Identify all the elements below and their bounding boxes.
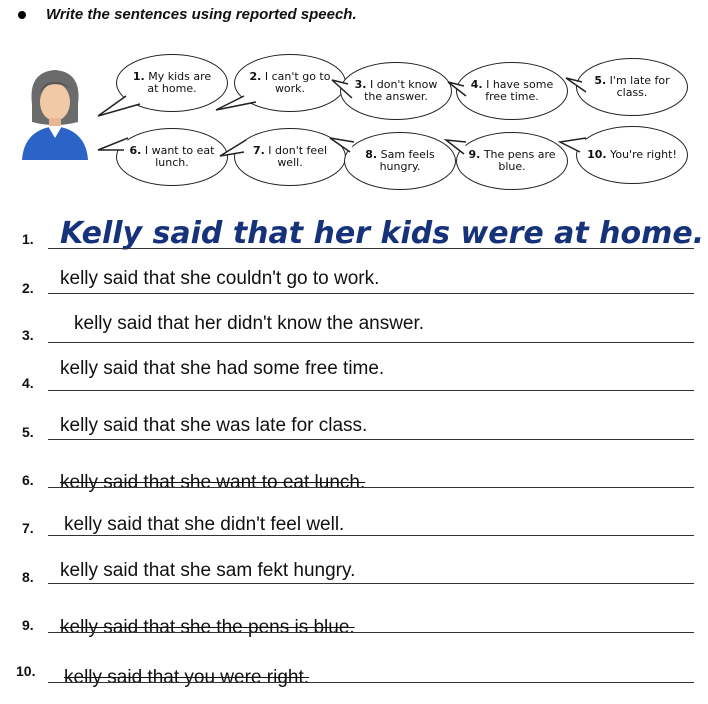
speech-bubble-2: 2. I can't go to work. [234,54,346,112]
answer-number-9: 9. [22,617,34,633]
answer-number-3: 3. [22,327,34,343]
answer-number-10: 10. [16,663,36,679]
answer-number-2: 2. [22,280,34,296]
answer-line-8 [48,583,694,584]
answer-number-8: 8. [22,569,34,585]
answer-1: Kelly said that her kids were at home. [60,216,705,251]
answer-number-6: 6. [22,472,34,488]
speech-bubble-5: 5. I'm late for class. [576,58,688,116]
answer-number-1: 1. [22,231,34,247]
answer-line-6 [48,487,694,488]
answer-line-4 [48,390,694,391]
answer-8: kelly said that she sam fekt hungry. [60,560,356,581]
answer-line-5 [48,439,694,440]
answer-9: kelly said that she the pens is blue. [60,617,355,638]
answer-number-5: 5. [22,424,34,440]
answer-line-10 [48,682,694,683]
answer-2: kelly said that she couldn't go to work. [60,268,380,289]
speech-bubble-3: 3. I don't know the answer. [340,62,452,120]
speech-bubble-10: 10. You're right! [576,126,688,184]
answer-number-7: 7. [22,520,34,536]
speech-bubble-8: 8. Sam feels hungry. [344,132,456,190]
speech-bubble-7: 7. I don't feel well. [234,128,346,186]
answer-number-4: 4. [22,375,34,391]
answer-line-2 [48,293,694,294]
answer-7: kelly said that she didn't feel well. [64,514,345,535]
speech-bubble-1: 1. My kids are at home. [116,54,228,112]
answer-5: kelly said that she was late for class. [60,415,368,436]
answer-3: kelly said that her didn't know the answer. [74,313,425,334]
answer-line-9 [48,632,694,633]
speech-bubble-4: 4. I have some free time. [456,62,568,120]
speech-bubble-9: 9. The pens are blue. [456,132,568,190]
answer-6: kelly said that she want to eat lunch. [60,472,366,493]
instruction-text: Write the sentences using reported speech. [46,6,357,23]
answer-line-1 [48,248,694,249]
answer-10: kelly said that you were right. [64,667,310,688]
answer-line-7 [48,535,694,536]
answer-4: kelly said that she had some free time. [60,358,385,379]
answer-line-3 [48,342,694,343]
bubble-tails [0,0,708,200]
speech-bubble-6: 6. I want to eat lunch. [116,128,228,186]
